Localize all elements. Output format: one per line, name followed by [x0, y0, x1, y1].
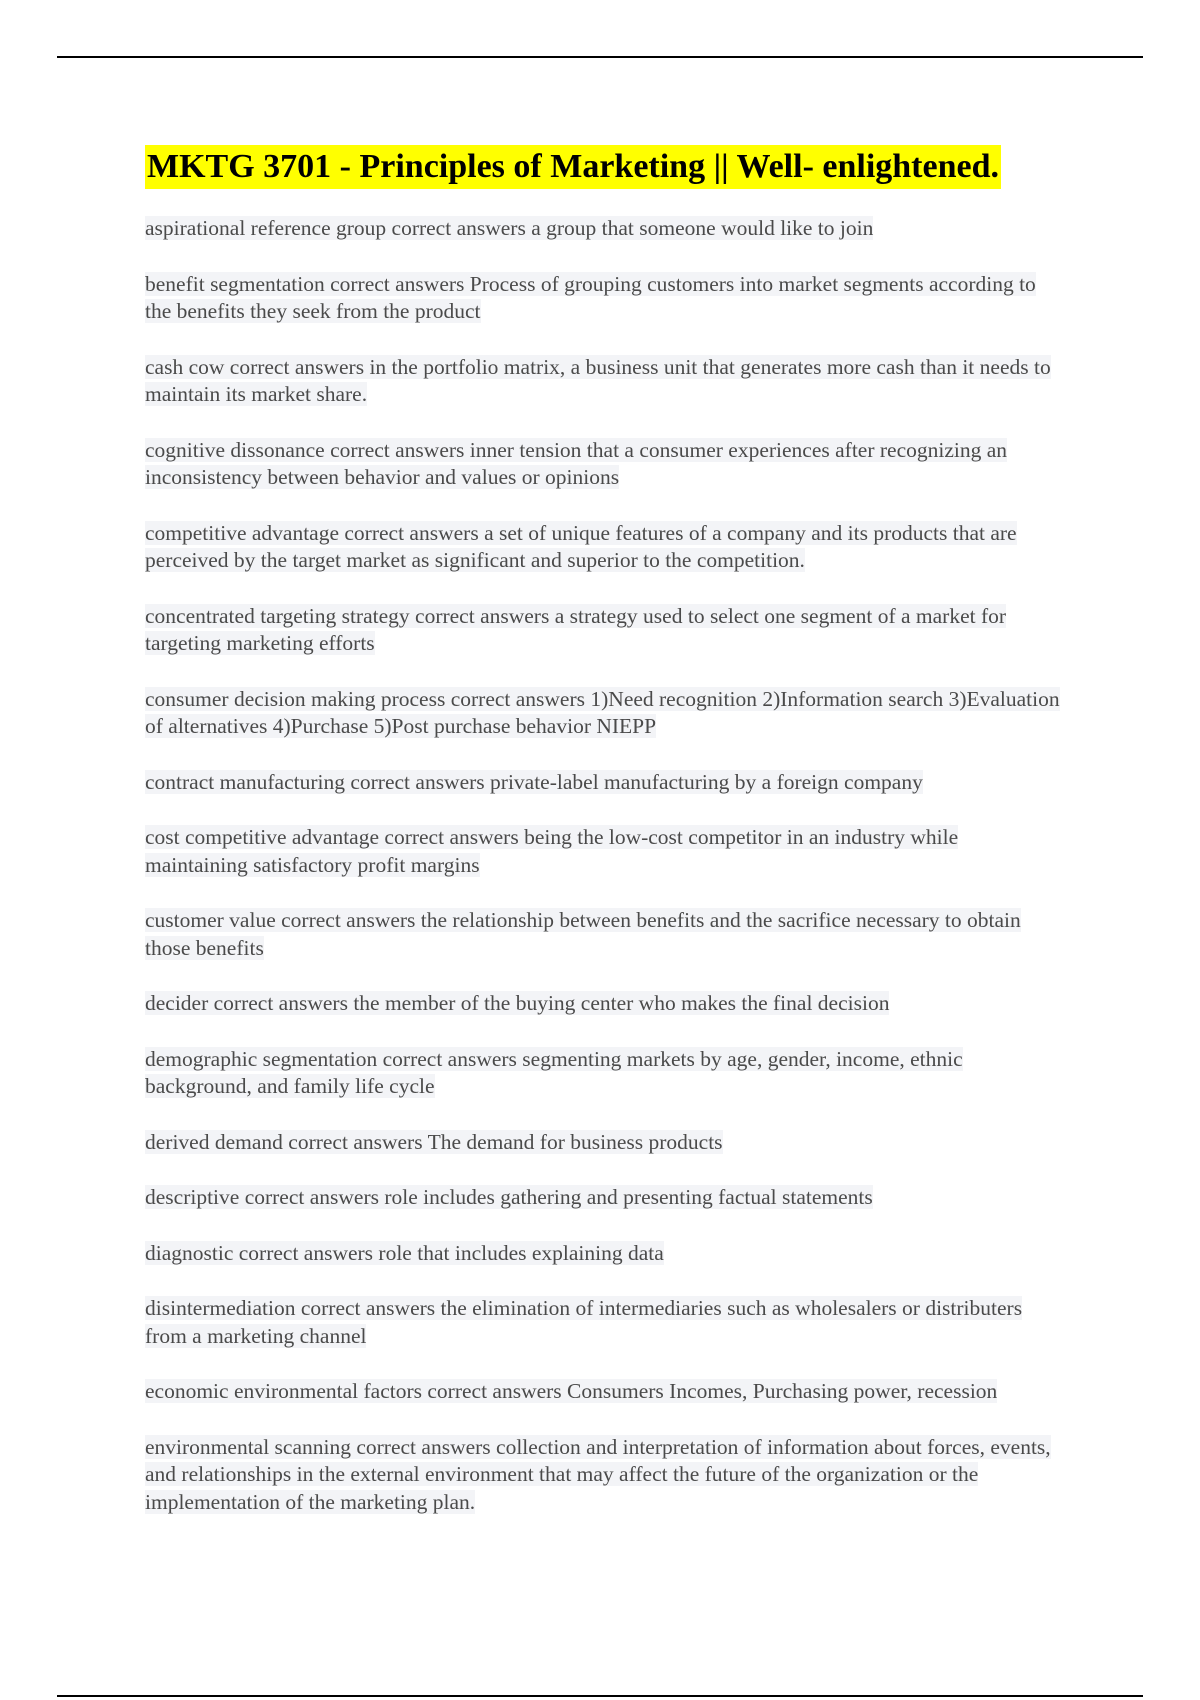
- glossary-entry: [145, 824, 1065, 879]
- entry-text: cash cow correct answers in the portfolio matrix, a business unit that generates more cash than it needs to maintain its market share.: [145, 354, 1051, 406]
- glossary-entry: [145, 1129, 1065, 1157]
- glossary-entry: [145, 1295, 1065, 1350]
- glossary-entry: [145, 769, 1065, 797]
- glossary-entry: [145, 1240, 1065, 1268]
- document-body: [145, 145, 1065, 1544]
- entry-text: descriptive correct answers role includes gathering and presenting factual statements: [145, 1185, 873, 1209]
- glossary-entry: [145, 437, 1065, 492]
- glossary-entry: [145, 990, 1065, 1018]
- glossary-entry: [145, 520, 1065, 575]
- entry-text: customer value correct answers the relationship between benefits and the sacrifice necessary to obtain those benefits: [145, 908, 1021, 960]
- entry-text: cognitive dissonance correct answers inner tension that a consumer experiences after recognizing an inconsistency between behavior and values or opinions: [145, 437, 1008, 489]
- glossary-entry: [145, 1046, 1065, 1101]
- entry-text: consumer decision making process correct answers 1)Need recognition 2)Information search 3)Evaluation of alternatives 4)Purchase 5)Post purchase behavior NIEPP: [145, 686, 1060, 738]
- glossary-entry: [145, 215, 1065, 243]
- glossary-entry: [145, 1184, 1065, 1212]
- entry-text: economic environmental factors correct answers Consumers Incomes, Purchasing power, recession: [145, 1379, 998, 1403]
- glossary-entry: [145, 271, 1065, 326]
- entry-text: environmental scanning correct answers collection and interpretation of information about forces, events, and relationships in the external environment that may affect the future of the organization or the implementation of the marketing plan.: [145, 1434, 1051, 1514]
- glossary-entry: [145, 354, 1065, 409]
- bottom-divider: [57, 1695, 1143, 1697]
- glossary-entry: [145, 1378, 1065, 1406]
- entry-text: derived demand correct answers The demand for business products: [145, 1129, 723, 1154]
- entry-text: diagnostic correct answers role that includes explaining data: [145, 1240, 664, 1265]
- entry-text: disintermediation correct answers the elimination of intermediaries such as wholesalers or distributers from a marketing channel: [145, 1296, 1023, 1348]
- entry-text: decider correct answers the member of the buying center who makes the final decision: [145, 991, 890, 1015]
- entry-text: benefit segmentation correct answers Process of grouping customers into market segments according to the benefits they seek from the product: [145, 271, 1036, 323]
- entry-text: contract manufacturing correct answers private-label manufacturing by a foreign company: [145, 769, 923, 794]
- entry-text: demographic segmentation correct answers segmenting markets by age, gender, income, ethnic background, and family life cycle: [145, 1046, 963, 1098]
- entry-text: aspirational reference group correct answers a group that someone would like to join: [145, 216, 874, 240]
- entry-text: concentrated targeting strategy correct answers a strategy used to select one segment of a market for targeting marketing efforts: [145, 603, 1007, 655]
- entry-text: competitive advantage correct answers a set of unique features of a company and its products that are perceived by the target market as significant and superior to the competition.: [145, 520, 1017, 572]
- glossary-entry: [145, 603, 1065, 658]
- entry-text: cost competitive advantage correct answers being the low-cost competitor in an industry while maintaining satisfactory profit margins: [145, 825, 959, 877]
- document-title: MKTG 3701 - Principles of Marketing || Well- enlightened.: [145, 145, 1001, 189]
- glossary-entry: [145, 686, 1065, 741]
- glossary-entry: [145, 907, 1065, 962]
- glossary-entry: [145, 1434, 1065, 1517]
- top-divider: [57, 56, 1143, 58]
